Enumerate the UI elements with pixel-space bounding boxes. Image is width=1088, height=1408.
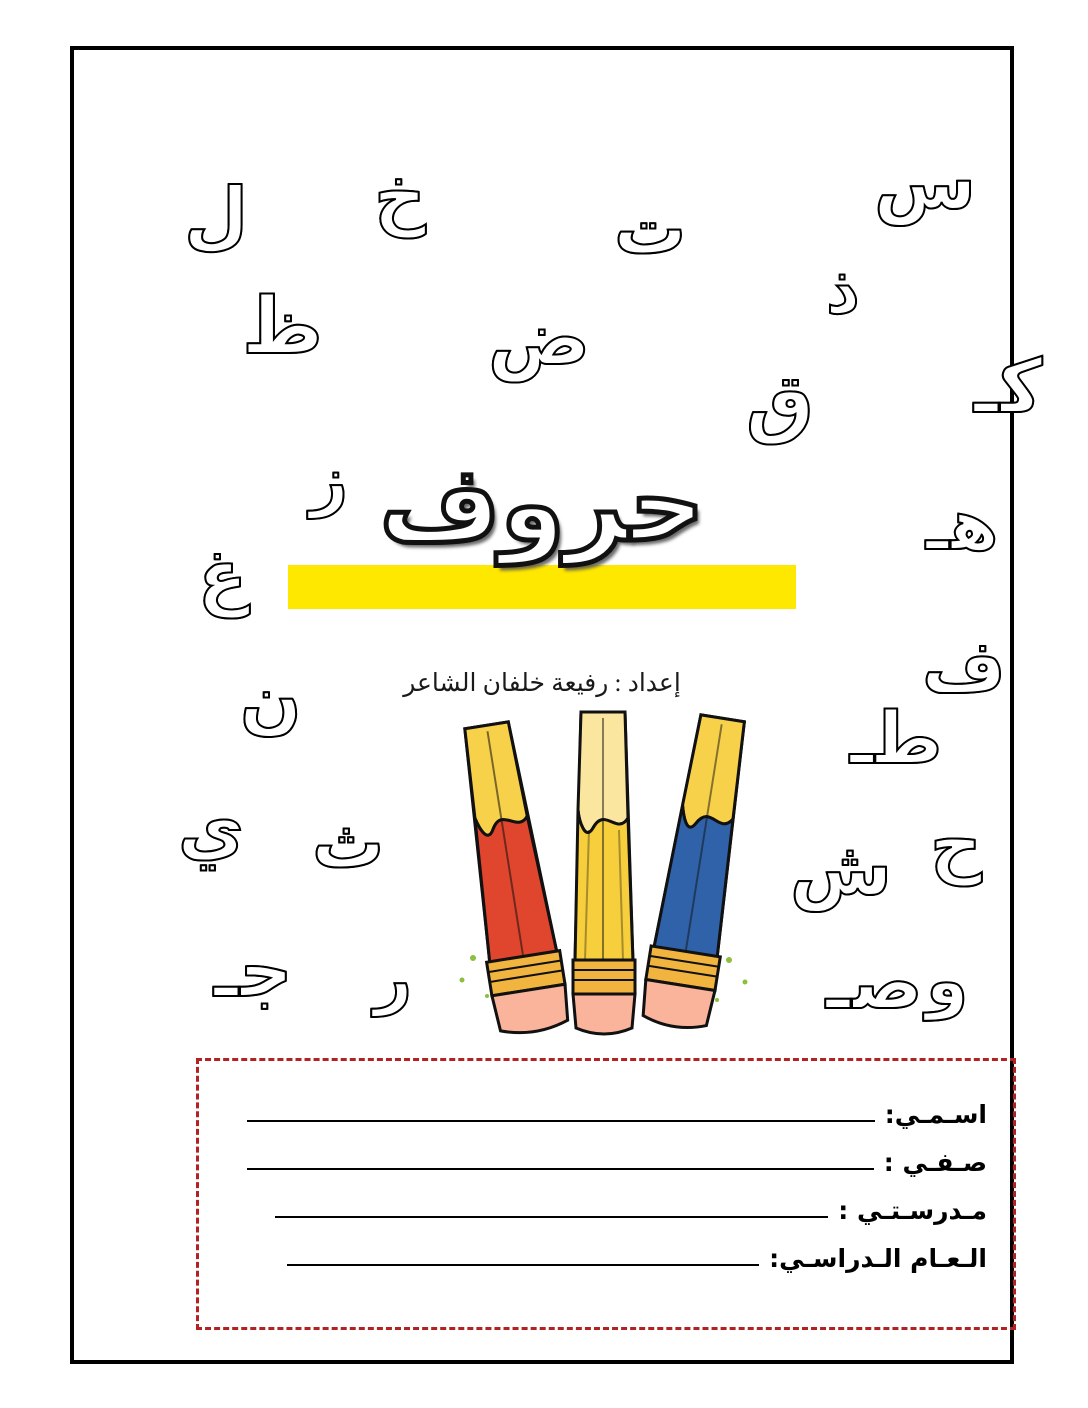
decorative-letter: ش	[790, 826, 893, 912]
decorative-letter: ل	[184, 172, 249, 258]
info-row-academic-year	[225, 1227, 987, 1275]
decorative-letter: ت	[614, 186, 687, 270]
info-row-class	[225, 1131, 987, 1179]
info-row-name	[225, 1083, 987, 1131]
decorative-letter: ر	[374, 940, 412, 1017]
school-write-line[interactable]	[275, 1216, 828, 1218]
decorative-letter: هـ	[926, 484, 999, 566]
decorative-letter: ظ	[242, 282, 324, 372]
decorative-letter: طـ	[850, 696, 943, 780]
decorative-letter: ث	[312, 800, 385, 884]
decorative-letter: خ	[374, 154, 426, 238]
class-write-line[interactable]	[247, 1168, 874, 1170]
decorative-letter: ق	[746, 357, 814, 446]
student-info-box	[196, 1058, 1016, 1330]
worksheet-cover-page	[70, 46, 1043, 1364]
info-row-school	[225, 1179, 987, 1227]
academic-year-write-line[interactable]	[287, 1264, 759, 1266]
decorative-letter: غ	[198, 534, 248, 618]
decorative-letter: ز	[310, 442, 348, 519]
decorative-letter: ض	[488, 293, 591, 382]
name-write-line[interactable]	[247, 1120, 875, 1122]
label-academic-year: الـعـام الـدراسـي:	[769, 1244, 987, 1273]
decorative-letter: ن	[240, 658, 302, 742]
page-title: حروف	[379, 443, 705, 565]
decorative-letter: جـ	[214, 928, 293, 1014]
title-block	[74, 442, 1010, 609]
title-highlight-bar	[288, 565, 796, 609]
label-name: اسـمـي:	[884, 1100, 987, 1129]
decorative-letter: و	[926, 942, 969, 1021]
decorative-letter: ف	[922, 624, 1006, 708]
decorative-letter: كـ	[974, 344, 1043, 430]
label-school: مـدرسـتـي :	[838, 1196, 987, 1225]
decorative-letter: ذ	[826, 252, 860, 329]
decorative-letter: ي	[178, 786, 244, 870]
pencils-illustration	[429, 710, 779, 1040]
decorative-letter: ح	[930, 802, 982, 886]
label-class: صـفـي :	[883, 1148, 987, 1177]
decorative-letter: س	[874, 140, 977, 226]
decorative-letter: صـ	[826, 940, 923, 1026]
author-credit: إعداد : رفيعة خلفان الشاعر	[403, 670, 681, 697]
